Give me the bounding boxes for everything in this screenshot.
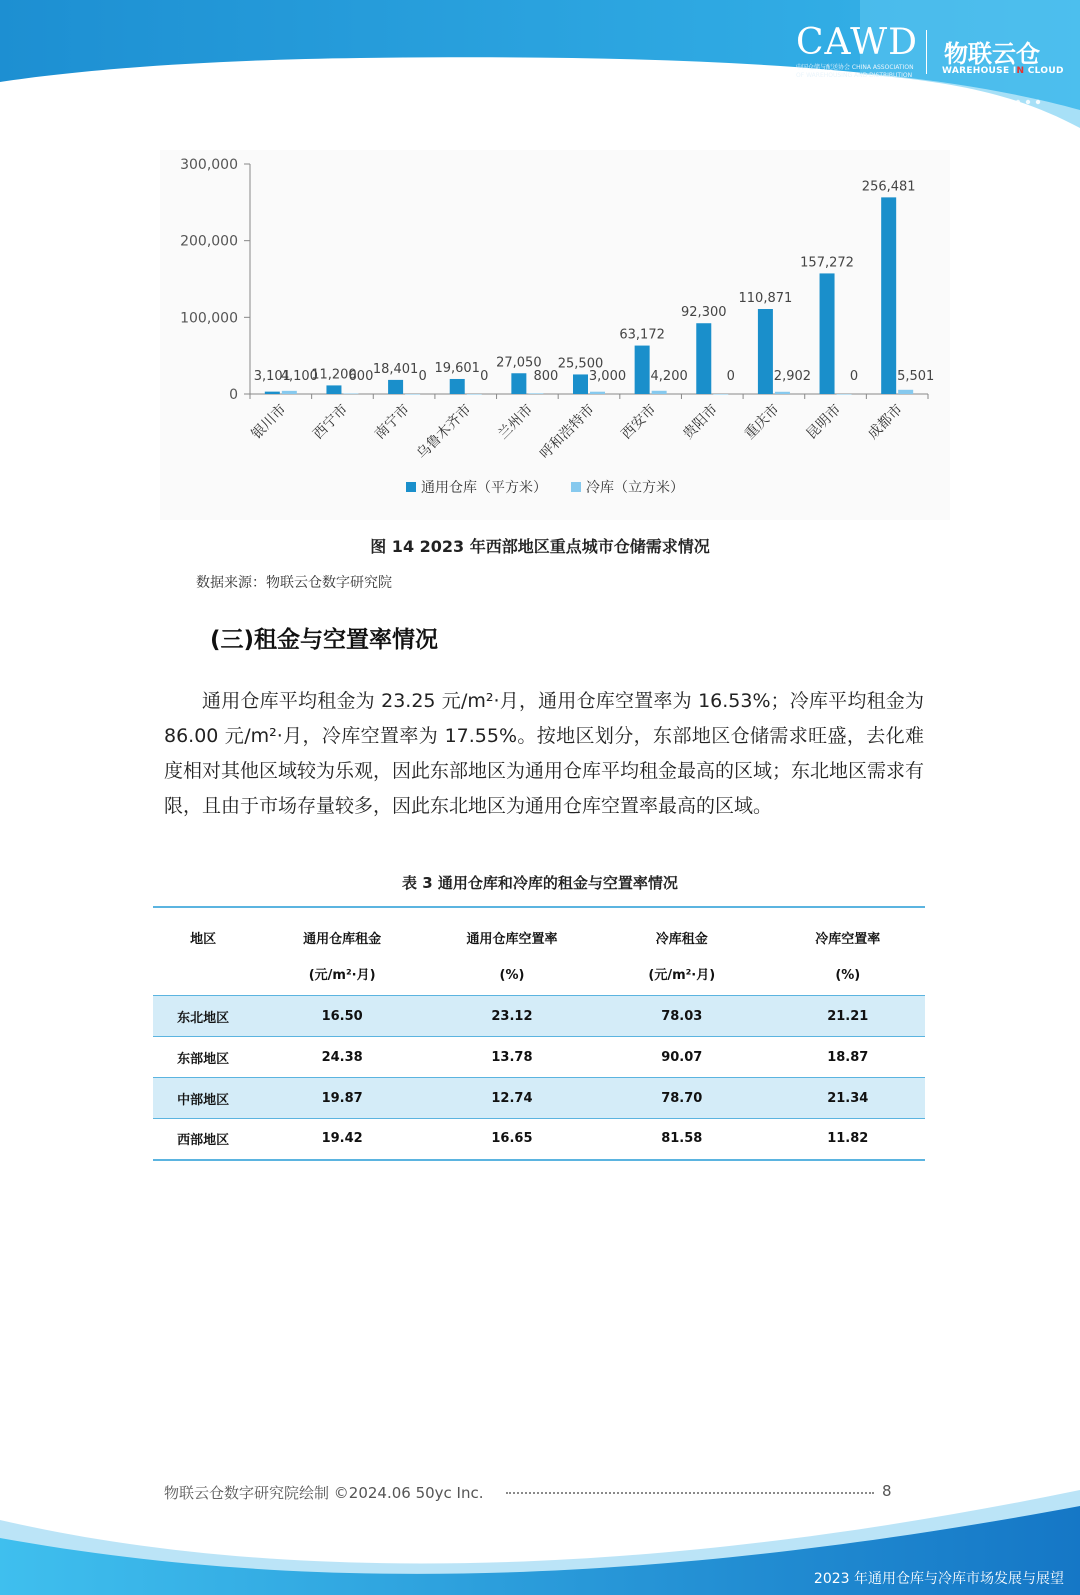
data-label-cold: 5,501 [897, 369, 935, 384]
data-label-general: 27,050 [496, 355, 542, 371]
header-general-vacancy: 通用仓库空置率 (%) [466, 932, 558, 983]
cell-value: 18.87 [827, 1049, 869, 1065]
rent-vacancy-table [153, 906, 925, 1161]
bar-cold-storage [590, 392, 605, 394]
decorative-dot [966, 100, 970, 104]
decorative-dot-grid [952, 98, 1052, 146]
data-label-cold: 0 [849, 369, 859, 384]
bar-general-warehouse [388, 380, 403, 394]
data-label-general: 110,871 [738, 290, 793, 306]
decorative-dot [996, 100, 1000, 104]
decorative-dot [1036, 130, 1040, 134]
bar-cold-storage [405, 394, 420, 395]
data-source: 数据来源：物联云仓数字研究院 [196, 575, 392, 591]
data-label-cold: 0 [418, 369, 427, 384]
decorative-dot [976, 130, 980, 134]
footer-credit: 物联云仓数字研究院绘制 ©2024.06 50yc Inc. [164, 1484, 484, 1502]
x-tick-label: 乌鲁木齐市 [413, 401, 475, 463]
decorative-dot [966, 130, 970, 134]
bar-general-warehouse [696, 323, 711, 394]
cell-region: 东部地区 [177, 1051, 230, 1067]
decorative-dot [996, 120, 1000, 124]
warehouse-in-cloud-subtitle: WAREHOUSE IN CLOUD [942, 66, 1064, 76]
header-general-rent: 通用仓库租金 (元/m²·月) [303, 932, 382, 983]
bar-cold-storage [837, 394, 852, 395]
cell-value: 81.58 [661, 1131, 703, 1147]
decorative-dot [956, 140, 960, 144]
cell-value: 13.78 [491, 1049, 533, 1065]
cell-value: 12.74 [491, 1090, 533, 1106]
decorative-dot [966, 120, 970, 124]
cell-value: 21.21 [827, 1008, 869, 1024]
decorative-dot [1026, 110, 1030, 114]
x-tick-label: 西宁市 [310, 401, 352, 443]
x-tick-label: 兰州市 [495, 401, 537, 443]
data-label-cold: 2,902 [773, 369, 812, 384]
figure-caption: 图 14 2023 年西部地区重点城市仓储需求情况 [370, 537, 710, 556]
data-label-general: 25,500 [557, 356, 604, 372]
x-tick-label: 呼和浩特市 [537, 401, 598, 463]
header-cold-vacancy: 冷库空置率 (%) [815, 932, 881, 983]
decorative-dot [976, 100, 980, 104]
paragraph-text: 通用仓库平均租金为 23.25 元/m²·月，通用仓库空置率为 16.53%；冷库平均租金为 86.00 元/m²·月，冷库空置率为 17.55%。按地区划分，东部地区仓储需求旺盛，去化难度相对其他区域较为乐观，因此东部地区为通用仓库平均租金最高的区域；东北地区需求有限，且由于市场存量较多，因此东北地区为通用仓库空置率最高的区域。 [164, 690, 925, 817]
decorative-dot [1036, 140, 1040, 144]
x-tick-label: 重庆市 [741, 401, 783, 443]
cell-value: 11.82 [827, 1131, 869, 1147]
bar-general-warehouse [881, 197, 896, 394]
table-row [153, 996, 925, 1037]
bar-general-warehouse [265, 392, 280, 394]
cell-value: 78.03 [661, 1008, 703, 1024]
cawd-logo-subtitle: 中国仓储与配送协会 CHINA ASSOCIATION OF WAREHOUSING AND DISTRIBUTION [796, 64, 914, 79]
x-tick-label: 贵阳市 [680, 401, 722, 443]
y-tick-label: 200,000 [180, 233, 238, 250]
decorative-dot [976, 120, 980, 124]
decorative-dot [986, 110, 990, 114]
data-label-general: 18,401 [372, 361, 419, 377]
data-label-cold: 3,000 [588, 369, 627, 384]
data-label-general: 63,172 [619, 327, 665, 343]
bar-cold-storage [343, 394, 358, 395]
x-tick-label: 昆明市 [803, 401, 845, 443]
legend-swatch-cold [571, 482, 581, 492]
bar-general-warehouse [573, 374, 588, 394]
cell-value: 24.38 [321, 1049, 363, 1065]
decorative-dot [956, 100, 960, 104]
cell-region: 西部地区 [177, 1133, 230, 1149]
decorative-dot [1036, 100, 1040, 104]
bar-cold-storage [652, 391, 667, 394]
header-region: 地区 [190, 932, 217, 947]
table-caption: 表 3 通用仓库和冷库的租金与空置率情况 [402, 874, 678, 892]
decorative-dot [996, 130, 1000, 134]
legend-swatch-general [406, 482, 416, 492]
data-label-cold: 0 [726, 369, 735, 384]
decorative-dot [1026, 120, 1030, 124]
bar-cold-storage [713, 394, 728, 395]
section-heading: (三)租金与空置率情况 [210, 627, 439, 653]
data-label-cold: 0 [480, 369, 489, 384]
decorative-dot [966, 140, 970, 144]
decorative-dot [1026, 140, 1030, 144]
decorative-dot [986, 130, 990, 134]
decorative-dot [1006, 100, 1010, 104]
decorative-dot [1006, 120, 1010, 124]
decorative-dot [1006, 140, 1010, 144]
decorative-dot [1036, 120, 1040, 124]
table-header-row [153, 907, 925, 996]
y-tick-label: 300,000 [180, 157, 238, 173]
x-tick-label: 南宁市 [371, 401, 413, 443]
decorative-dot [986, 100, 990, 104]
bar-chart [160, 150, 950, 520]
page-number: 8 [882, 1482, 892, 1500]
cell-region: 东北地区 [177, 1010, 230, 1026]
y-tick-label: 0 [229, 387, 238, 403]
x-tick-label: 银川市 [248, 401, 290, 443]
data-label-general: 256,481 [861, 179, 916, 195]
table-row [153, 1037, 925, 1078]
cell-value: 78.70 [661, 1090, 703, 1106]
legend-label-general: 通用仓库（平方米） [421, 480, 547, 496]
decorative-dot [1006, 130, 1010, 134]
bar-general-warehouse [511, 373, 526, 394]
body-paragraph [164, 684, 924, 824]
cell-value: 16.50 [321, 1008, 363, 1024]
bar-general-warehouse [758, 309, 773, 394]
cell-value: 90.07 [661, 1049, 703, 1065]
bar-cold-storage [898, 390, 913, 394]
decorative-dot [996, 140, 1000, 144]
decorative-dot [986, 120, 990, 124]
document-title: 2023 年通用仓库与冷库市场发展与展望 [813, 1571, 1064, 1587]
decorative-dot [1026, 130, 1030, 134]
table-row [153, 1078, 925, 1119]
data-label-cold: 4,200 [650, 369, 688, 384]
data-label-general: 92,300 [681, 305, 727, 321]
cell-value: 21.34 [827, 1090, 869, 1106]
cell-value: 16.65 [491, 1131, 533, 1147]
cell-value: 19.42 [321, 1131, 363, 1147]
decorative-dot [976, 140, 980, 144]
cell-value: 23.12 [491, 1008, 533, 1024]
decorative-dot [1006, 110, 1010, 114]
y-tick-label: 100,000 [180, 310, 238, 327]
data-label-general: 157,272 [800, 255, 854, 271]
bar-cold-storage [775, 392, 790, 394]
cawd-logo: CAWD [796, 22, 918, 63]
decorative-dot [1026, 100, 1030, 104]
data-label-cold: 800 [533, 369, 559, 384]
bar-general-warehouse [635, 346, 650, 394]
decorative-dot [996, 110, 1000, 114]
warehouse-in-cloud-logo: 物联云仓 [944, 40, 1040, 68]
decorative-dot [1016, 130, 1020, 134]
decorative-dot [1016, 110, 1020, 114]
x-tick-label: 西安市 [618, 401, 660, 443]
decorative-dot [966, 110, 970, 114]
x-tick-label: 成都市 [864, 401, 907, 443]
decorative-dot [1036, 110, 1040, 114]
bar-cold-storage [528, 393, 543, 394]
data-label-cold: 4,100 [280, 369, 318, 384]
bar-general-warehouse [820, 273, 835, 394]
bar-cold-storage [467, 394, 482, 395]
decorative-dot [986, 140, 990, 144]
table-row [153, 1119, 925, 1160]
data-label-cold: 600 [348, 369, 374, 384]
bar-cold-storage [282, 391, 297, 394]
decorative-dot [976, 110, 980, 114]
decorative-dot [956, 130, 960, 134]
cell-region: 中部地区 [177, 1092, 230, 1108]
decorative-dot [1016, 120, 1020, 124]
logo-divider [926, 30, 927, 74]
cell-value: 19.87 [321, 1090, 363, 1106]
header-cold-rent: 冷库租金 (元/m²·月) [648, 932, 716, 983]
legend-label-cold: 冷库（立方米） [586, 480, 684, 496]
bar-general-warehouse [326, 385, 341, 394]
decorative-dot [956, 110, 960, 114]
decorative-dot [1016, 100, 1020, 104]
data-label-general: 11,200 [311, 367, 357, 383]
data-label-general: 3,101 [253, 369, 291, 384]
bar-general-warehouse [450, 379, 465, 394]
data-label-general: 19,601 [434, 360, 480, 376]
decorative-dot [1016, 140, 1020, 144]
decorative-dot [956, 120, 960, 124]
